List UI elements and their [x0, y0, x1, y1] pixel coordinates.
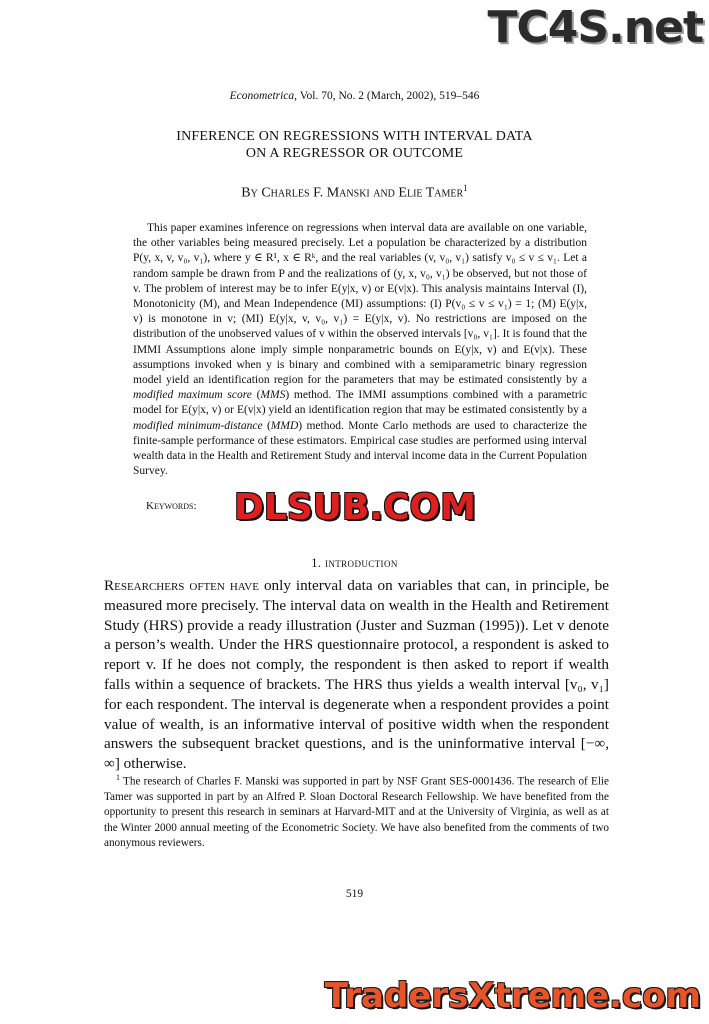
author-footnote-mark: 1 — [463, 183, 468, 193]
footnote-mark: 1 — [116, 773, 120, 782]
abstract-part-3: method. Monte Carlo methods are used to characterize the finite-sample performance of these estimators. Empirical case studies are performed using interval wealth data in the Health and Retirement Study and interval income data in the Current Population Survey. — [133, 419, 587, 478]
abstract-part-2: method. The IMMI assumptions combined with a parametric model for E(y|x, v) or E(v|x) yield an identification region that may be estimated consistently by a — [133, 389, 587, 417]
watermark-middle: DLSUB.COM — [217, 488, 493, 528]
journal-name: Econometrica — [229, 90, 295, 102]
watermark-top: TC4S.net — [487, 2, 703, 53]
abstract-part-1: This paper examines inference on regressions when interval data are available on one variable, the other variables being measured precisely. Let a population be characterized by a distribution P(y, x, v, v₀, v₁), where y ∈ R¹, x ∈ Rᵏ, and the real variables (v, v₀, v₁) satisfy v₀ ≤ v ≤ v₁. Let a random sample be drawn from P and the realizations of (y, x, v₀, v₁) be observed, but not those of v. The problem of interest may be to infer E(y|x, v) or E(v|x). This analysis maintains Interval (I), Monotonicity (M), and Mean Independence (MI) assumptions: (I) P(v₀ ≤ v ≤ v₁) = 1; (M) E(y|x, v) is monotone in v; (MI) E(y|x, v, v₀, v₁) = E(y|x, v). No restrictions are imposed on the distribution of the unobserved values of v within the observed intervals [v₀, v₁]. It is found that the IMMI Assumptions alone imply simple nonparametric bounds on E(y|x, v) and E(v|x). These assumptions invoked when y is binary and combined with a semiparametric binary regression model yield an identification region for the parameters that may be estimated consistently by a — [133, 222, 587, 387]
title-line-2: ON A REGRESSOR OR OUTCOME — [245, 146, 464, 161]
section-heading — [0, 555, 709, 571]
paper-title — [0, 128, 709, 162]
footnote-text: The research of Charles F. Manski was supported in part by NSF Grant SES-0001436. The research of Elie Tamer was supported in part by an Alfred P. Sloan Doctoral Research Fellowship. We have benefited from the opportunity to present this research in seminars at Harvard-MIT and at the University of Virginia, as well as at the Winter 2000 annual meeting of the Econometric Society. We have also benefited from the comments of two anonymous reviewers. — [104, 775, 609, 849]
section-heading-text: 1. introduction — [311, 556, 398, 570]
intro-lead-words: Researchers often have — [104, 577, 259, 594]
page-number: 519 — [345, 888, 364, 900]
abstract-mmd-term: modified minimum-distance — [133, 419, 263, 432]
watermark-bottom: TradersXtreme.com — [324, 976, 701, 1016]
journal-details: , Vol. 70, No. 2 (March, 2002), 519–546 — [294, 90, 480, 102]
author-names: By Charles F. Manski and Elie Tamer — [241, 185, 464, 201]
author-line — [0, 179, 709, 203]
footnote — [104, 770, 609, 851]
abstract: This paper examines inference on regressions when interval data are available on one variable, the other variables being measured precisely. Let a population be characterized by a distribution P(y, x, v, v₀, v₁), where y ∈ R¹, x ∈ Rᵏ, and the real variables (v, v₀, v₁) satisfy v₀ ≤ v ≤ v₁. Let a random sample be drawn from P and the realizations of (y, x, v₀, v₁) be observed, but not those of v. The problem of interest may be to infer E(y|x, v) or E(v|x). This analysis maintains Interval (I), Monotonicity (M), and Mean Independence (MI) assumptions: (I) P(v₀ ≤ v ≤ v₁) = 1; (M) E(y|x, v) is monotone in v; (MI) E(y|x, v, v₀, v₁) = E(y|x, v). No restrictions are imposed on the distribution of the unobserved values of v within the observed intervals [v₀, v₁]. It is found that the IMMI Assumptions alone imply simple nonparametric bounds on E(y|x, v) and E(v|x). These assumptions invoked when y is binary and combined with a semiparametric binary regression model yield an identification region for the parameters that may be estimated consistently by a modified maximum score (MMS) method. The IMMI assumptions combined with a parametric model for E(y|x, v) or E(v|x) yield an identification region that may be estimated consistently by a modified minimum-distance (MMD) method. Monte Carlo methods are used to characterize the finite-sample performance of these estimators. Empirical case studies are performed using interval wealth data in the Health and Retirement Study and interval income data in the Current Population Survey. — [133, 222, 587, 478]
journal-citation — [0, 89, 709, 103]
keywords-label: Keywords: — [146, 500, 197, 512]
abstract-mms-term: modified maximum score — [133, 389, 252, 402]
title-line-1: INFERENCE ON REGRESSIONS WITH INTERVAL DATA — [176, 129, 533, 144]
introduction-paragraph — [104, 576, 609, 774]
abstract-mmd-abbr: MMD — [270, 419, 299, 432]
abstract-mms-abbr: MMS — [260, 389, 286, 402]
intro-body: only interval data on variables that can, in principle, be measured more precisely. The interval data on wealth in the Health and Retirement Study (HRS) provide a ready illustration (Juster and Suzman (1995)). Let v denote a person’s wealth. Under the HRS questionnaire protocol, a respondent is asked to report v. If he does not comply, the respondent is then asked to report if wealth falls within a sequence of brackets. The HRS thus yields a wealth interval [v₀, v₁] for each respondent. The interval is degenerate when a respondent provides a point value of wealth, is an informative interval of positive width when the respondent answers the subsequent bracket questions, and is the uninformative interval [−∞, ∞] otherwise. — [104, 577, 610, 773]
